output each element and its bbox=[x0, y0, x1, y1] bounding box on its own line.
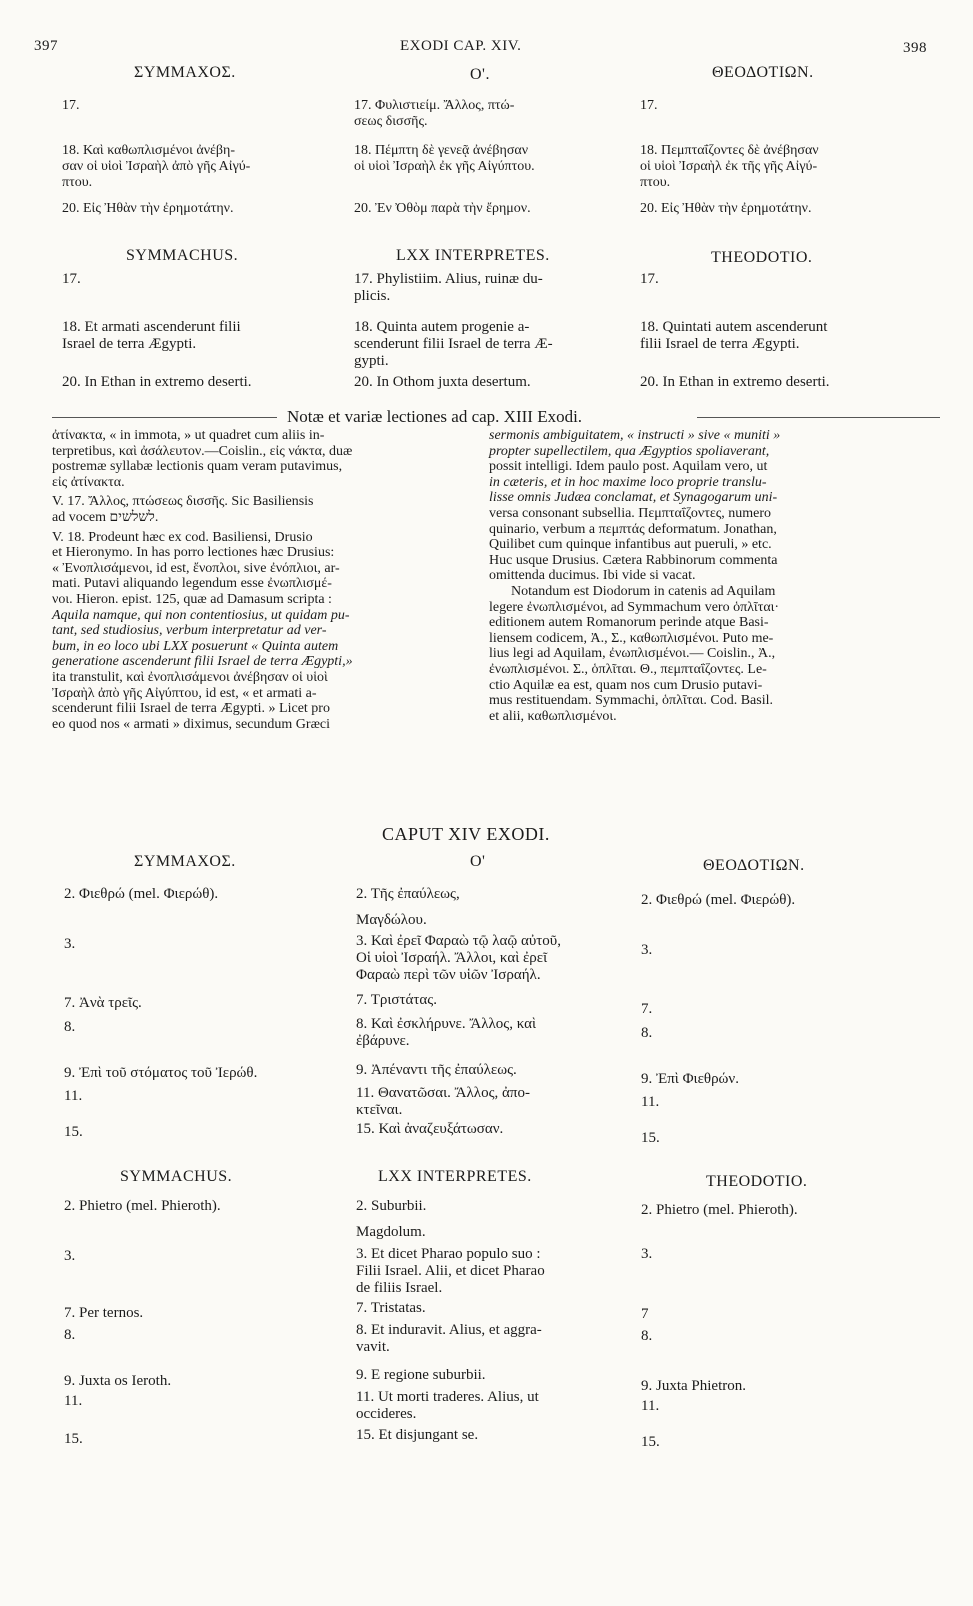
verse-line: 9. Ἐπὶ τοῦ στόματος τοῦ Ἰερώθ. bbox=[64, 1065, 258, 1081]
latin-head-theodotio-2: THEODOTIO. bbox=[706, 1173, 808, 1190]
verse-line: 7. bbox=[641, 1001, 653, 1017]
verse-line: 9. Juxta os Ieroth. bbox=[64, 1373, 172, 1389]
verse-line: 20. Ἐν Ὀθὸμ παρὰ τὴν ἔρημον. bbox=[354, 201, 531, 216]
latin-head-lxx-2: LXX INTERPRETES. bbox=[378, 1168, 532, 1185]
verse-line: 18. Πέμπτη δὲ γενεᾷ ἀνέβησαν bbox=[354, 143, 529, 158]
verse-line: Φαραὼ περὶ τῶν υἱῶν Ἰσραήλ. bbox=[356, 967, 541, 983]
caput-latin-symmachus-column bbox=[64, 1198, 344, 1448]
note-line: Huc usque Drusius. Cætera Rabbinorum commenta bbox=[489, 552, 778, 568]
verse-line: 2. Τῆς ἐπαύλεως, bbox=[356, 886, 460, 902]
note-line: quinario, verbum a πεμπτάς deformatum. Jonathan, bbox=[489, 521, 777, 537]
verse-line: filii Israel de terra Ægypti. bbox=[640, 336, 800, 352]
verse-line: 7. Ἀνὰ τρεῖς. bbox=[64, 995, 142, 1011]
note-line: postremæ syllabæ lectionis quam veram putavimus, bbox=[52, 459, 343, 475]
verse-line: 9. Juxta Phietron. bbox=[641, 1378, 746, 1394]
notes-right-column bbox=[489, 428, 935, 724]
note-line: scenderunt filii Israel de terra Ægypti. » Licet pro bbox=[52, 701, 330, 717]
verse-line: 9. Ἀπέναντι τῆς ἐπαύλεως. bbox=[356, 1062, 517, 1078]
verse-line: plicis. bbox=[354, 288, 391, 304]
verse-line: 2. Phietro (mel. Phieroth). bbox=[64, 1198, 221, 1214]
verse-line: 11. Θανατῶσαι. Ἄλλος, ἀπο- bbox=[356, 1085, 530, 1101]
verse-line: 15. bbox=[64, 1431, 83, 1447]
running-title: EXODI CAP. XIV. bbox=[400, 38, 522, 54]
verse-line: 8. Et induravit. Alius, et aggra- bbox=[356, 1322, 542, 1338]
verse-line: 15. Καὶ ἀναζευξάτωσαν. bbox=[356, 1121, 504, 1137]
notes-title: Notæ et variæ lectiones ad cap. XIII Exodi. bbox=[287, 407, 583, 426]
verse-line: 18. Πεμπταΐζοντες δὲ ἀνέβησαν bbox=[640, 143, 819, 158]
note-line: V. 17. Ἄλλος, πτώσεως δισσῆς. Sic Basiliensis bbox=[52, 494, 314, 510]
note-line: ad vocem לשלשים. bbox=[52, 509, 159, 525]
verse-line: 7 bbox=[641, 1306, 649, 1322]
note-line: lius legi ad Aquilam, ἐνωπλισμένοι.— Coislin., Ἀ., bbox=[489, 646, 776, 662]
verse-line: 15. bbox=[641, 1434, 660, 1450]
latin-symmachus-column bbox=[62, 271, 332, 391]
verse-line: 11. Ut morti traderes. Alius, ut bbox=[356, 1389, 539, 1405]
verse-line: 3. Et dicet Pharao populo suo : bbox=[356, 1246, 541, 1262]
greek-symmachus-column bbox=[62, 98, 332, 217]
verse-line: σαν οἱ υἱοὶ Ἰσραὴλ ἀπὸ γῆς Αἰγύ- bbox=[62, 159, 251, 174]
verse-line: 7. Per ternos. bbox=[64, 1305, 144, 1321]
verse-line: 18. Et armati ascenderunt filii bbox=[62, 319, 241, 335]
page-number-left: 397 bbox=[34, 38, 58, 54]
caput-greek-symmachus-column bbox=[64, 886, 344, 1141]
greek-head-symmachus: ΣΥΜΜΑΧΟΣ. bbox=[134, 64, 236, 81]
verse-line: 8. bbox=[64, 1327, 76, 1343]
verse-line: 9. Ἐπὶ Φιεθρών. bbox=[641, 1071, 739, 1087]
latin-head-theodotio: THEODOTIO. bbox=[711, 249, 813, 266]
verse-line: κτεῖναι. bbox=[356, 1102, 403, 1118]
note-line: bum, in eo loco ubi LXX posuerunt « Quinta autem bbox=[52, 638, 339, 654]
note-line: Aquila namque, qui non contentiosius, ut quidam pu- bbox=[52, 607, 350, 623]
greek-head-lxx: Ο'. bbox=[470, 66, 490, 83]
caput-latin-lxx-column bbox=[356, 1198, 628, 1444]
verse-line: Magdolum. bbox=[356, 1224, 426, 1240]
note-line: possit intelligi. Idem paulo post. Aquilam vero, ut bbox=[489, 459, 768, 475]
verse-line: 17. Phylistiim. Alius, ruinæ du- bbox=[354, 271, 543, 287]
verse-line: 15. bbox=[64, 1124, 83, 1140]
verse-line: σεως δισσῆς. bbox=[354, 114, 428, 129]
note-line: editionem autem Romanorum perinde atque Basi- bbox=[489, 615, 769, 631]
verse-line: 8. bbox=[641, 1328, 653, 1344]
greek-head-lxx-2: Ο' bbox=[470, 853, 486, 870]
note-line: versa consonant subsellia. Πεμπταΐζοντες, numero bbox=[489, 505, 772, 521]
note-line: mus restituendam. Symmachi, ὁπλῖται. Cod. Basil. bbox=[489, 693, 773, 709]
note-line: νοι. Hieron. epist. 125, quæ ad Damasum scripta : bbox=[52, 591, 332, 607]
verse-line: 3. bbox=[64, 936, 76, 952]
verse-line: 2. Phietro (mel. Phieroth). bbox=[641, 1202, 798, 1218]
latin-theodotio-column bbox=[640, 271, 940, 391]
verse-line: οἱ υἱοὶ Ἰσραὴλ ἐκ γῆς Αἰγύπτου. bbox=[354, 159, 535, 174]
greek-head-symmachus-2: ΣΥΜΜΑΧΟΣ. bbox=[134, 853, 236, 870]
note-line: et Hieronymo. In has porro lectiones hæc Drusius: bbox=[52, 545, 335, 561]
verse-line: 18. Καὶ καθωπλισμένοι ἀνέβη- bbox=[62, 143, 236, 158]
verse-line: 2. Suburbii. bbox=[356, 1198, 427, 1214]
note-line: ἀτίνακτα, « in immota, » ut quadret cum aliis in- bbox=[52, 428, 325, 443]
verse-line: ἐβάρυνε. bbox=[356, 1033, 410, 1049]
greek-theodotion-column bbox=[640, 98, 940, 217]
verse-line: de filiis Israel. bbox=[356, 1280, 443, 1296]
verse-line: 8. Καὶ ἐσκλήρυνε. Ἄλλος, καὶ bbox=[356, 1016, 537, 1032]
verse-line: 11. bbox=[64, 1088, 83, 1104]
notes-rule-left bbox=[52, 417, 277, 418]
note-line: omittenda ducimus. Ibi vide si vacat. bbox=[489, 568, 696, 584]
caput-greek-lxx-column bbox=[356, 886, 628, 1138]
verse-line: 3. bbox=[641, 942, 653, 958]
verse-line: 8. bbox=[64, 1019, 76, 1035]
verse-line: 8. bbox=[641, 1025, 653, 1041]
verse-line: 11. bbox=[64, 1393, 83, 1409]
verse-line: 17. bbox=[62, 98, 80, 113]
note-line: lisse omnis Judæa conclamat, et Synagogarum uni- bbox=[489, 490, 778, 506]
note-line: Notandum est Diodorum in catenis ad Aquilam bbox=[511, 583, 776, 599]
verse-line: 20. Εἰς Ἠθὰν τὴν ἐρημοτάτην. bbox=[640, 201, 812, 216]
latin-head-symmachus: SYMMACHUS. bbox=[126, 247, 239, 264]
verse-line: 17. bbox=[640, 271, 659, 287]
caput-title: CAPUT XIV EXODI. bbox=[382, 824, 550, 844]
note-line: liensem codicem, Ἀ., Σ., καθωπλισμένοι. Puto me- bbox=[489, 630, 774, 646]
verse-line: 15. Et disjungant se. bbox=[356, 1427, 479, 1443]
verse-line: occideres. bbox=[356, 1406, 417, 1422]
note-line: legere ἐνωπλισμένοι, ad Symmachum vero ὁπλῖται· bbox=[489, 599, 780, 615]
caput-latin-theodotio-column bbox=[641, 1202, 931, 1451]
notes-left-column bbox=[52, 428, 470, 732]
verse-line: 11. bbox=[641, 1094, 660, 1110]
greek-head-theodotion: ΘΕΟΔΟΤΙΩΝ. bbox=[712, 64, 814, 81]
note-line: tant, sed studiosius, verbum interpretatur ad ver- bbox=[52, 623, 327, 639]
note-line: et alii, καθωπλισμένοι. bbox=[489, 708, 617, 724]
note-line: mati. Putavi aliquando legendum esse ἐνωπλισμέ- bbox=[52, 576, 332, 592]
note-line: ἐνωπλισμένοι. Σ., ὁπλῖται. Θ., πεμπταΐζοντες. Le- bbox=[489, 661, 767, 677]
verse-line: Israel de terra Ægypti. bbox=[62, 336, 197, 352]
greek-lxx-column bbox=[354, 98, 624, 217]
verse-line: 20. In Ethan in extremo deserti. bbox=[640, 374, 830, 390]
verse-line: gypti. bbox=[354, 353, 389, 369]
verse-line: Οἱ υἱοὶ Ἰσραήλ. Ἄλλοι, καὶ ἐρεῖ bbox=[356, 950, 548, 966]
note-line: generatione ascenderunt filii Israel de terra Ægypti,» bbox=[52, 654, 353, 670]
verse-line: 20. In Othom juxta desertum. bbox=[354, 374, 531, 390]
caput-greek-theodotion-column bbox=[641, 892, 931, 1147]
verse-line: 3. bbox=[641, 1246, 653, 1262]
note-line: sermonis ambiguitatem, « instructi » sive « muniti » bbox=[489, 428, 781, 443]
verse-line: 3. Καὶ ἐρεῖ Φαραὼ τῷ λαῷ αὐτοῦ, bbox=[356, 933, 561, 949]
verse-line: 20. In Ethan in extremo deserti. bbox=[62, 374, 252, 390]
verse-line: Filii Israel. Alii, et dicet Pharao bbox=[356, 1263, 545, 1279]
note-line: εἰς ἀτίνακτα. bbox=[52, 474, 125, 490]
verse-line: 7. Tristatas. bbox=[356, 1300, 426, 1316]
verse-line: 17. Φυλιστιείμ. Ἄλλος, πτώ- bbox=[354, 98, 515, 113]
note-line: terpretibus, καὶ ἀσάλευτον.—Coislin., εἰς νάκτα, duæ bbox=[52, 443, 353, 459]
notes-rule-right bbox=[697, 417, 940, 418]
greek-head-theodotion-2: ΘΕΟΔΟΤΙΩΝ. bbox=[703, 857, 805, 874]
verse-line: scenderunt filii Israel de terra Æ- bbox=[354, 336, 553, 352]
page-number-right: 398 bbox=[903, 40, 927, 56]
verse-line: 18. Quintati autem ascenderunt bbox=[640, 319, 828, 335]
verse-line: 9. E regione suburbii. bbox=[356, 1367, 486, 1383]
verse-line: 20. Εἰς Ἠθὰν τὴν ἐρημοτάτην. bbox=[62, 201, 234, 216]
verse-line: 2. Φιεθρώ (mel. Φιερώθ). bbox=[64, 886, 219, 902]
latin-head-lxx: LXX INTERPRETES. bbox=[396, 247, 550, 264]
verse-line: Μαγδώλου. bbox=[356, 912, 427, 928]
note-line: propter supellectilem, qua Ægyptios spoliaverant, bbox=[489, 443, 770, 459]
verse-line: 11. bbox=[641, 1398, 660, 1414]
note-line: Ἰσραὴλ ἀπὸ γῆς Αἰγύπτου, id est, « et armati a- bbox=[52, 685, 317, 701]
verse-line: 7. Τριστάτας. bbox=[356, 992, 437, 1008]
note-line: in cæteris, et in hoc maxime loco proprie translu- bbox=[489, 474, 767, 490]
note-line: ctio Aquilæ ea est, quam nos cum Drusio putavi- bbox=[489, 677, 763, 693]
verse-line: 18. Quinta autem progenie a- bbox=[354, 319, 530, 335]
verse-line: πτου. bbox=[640, 175, 671, 190]
verse-line: πτου. bbox=[62, 175, 93, 190]
verse-line: 17. bbox=[62, 271, 81, 287]
verse-line: vavit. bbox=[356, 1339, 390, 1355]
note-line: V. 18. Prodeunt hæc ex cod. Basiliensi, Drusio bbox=[52, 529, 313, 545]
verse-line: οἱ υἱοὶ Ἰσραὴλ ἐκ τῆς γῆς Αἰγύ- bbox=[640, 159, 818, 174]
verse-line: 15. bbox=[641, 1130, 660, 1146]
verse-line: 17. bbox=[640, 98, 658, 113]
note-line: « Ἐνοπλισάμενοι, id est, ἔνοπλοι, sive ἐνόπλιοι, ar- bbox=[52, 560, 340, 576]
note-line: ita transtulit, καὶ ἐνοπλισάμενοι ἀνέβησαν οἱ υἱοὶ bbox=[52, 669, 328, 685]
verse-line: 2. Φιεθρώ (mel. Φιερώθ). bbox=[641, 892, 796, 908]
note-line: Quilibet cum quinque infantibus aut pueruli, » etc. bbox=[489, 537, 772, 553]
latin-head-symmachus-2: SYMMACHUS. bbox=[120, 1168, 233, 1185]
verse-line: 3. bbox=[64, 1248, 76, 1264]
note-line: eo quod nos « armati » diximus, secundum Græci bbox=[52, 716, 331, 732]
latin-lxx-column bbox=[354, 271, 624, 391]
